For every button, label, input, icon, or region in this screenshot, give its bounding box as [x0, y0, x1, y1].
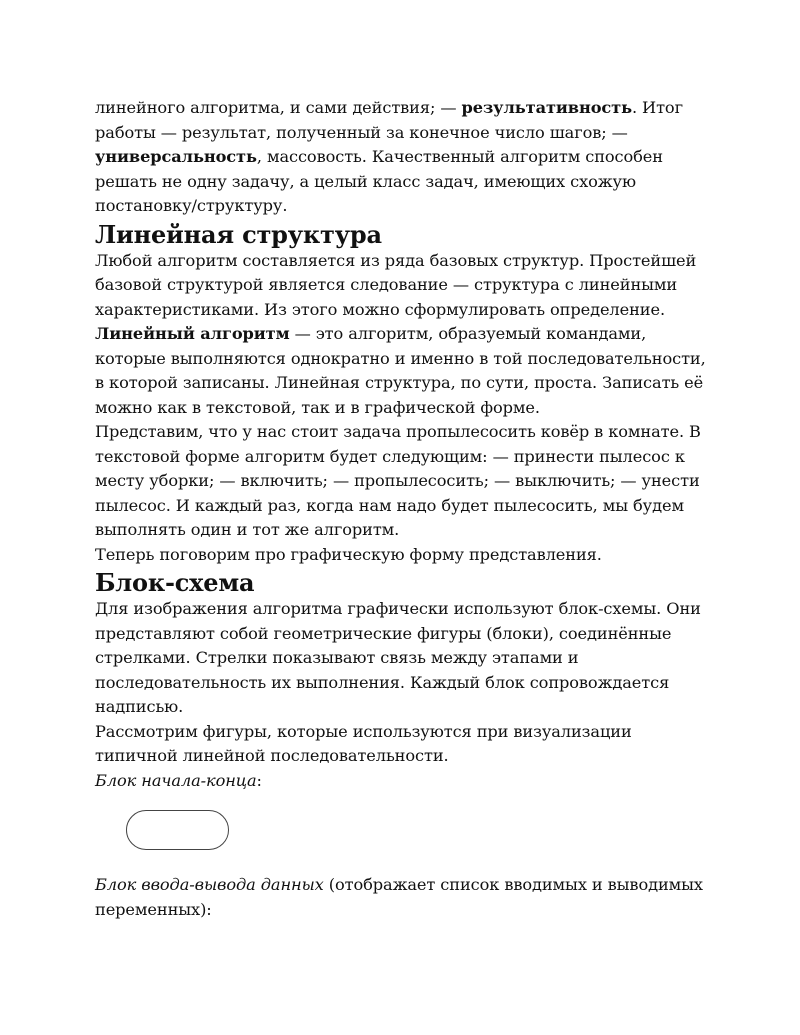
term-universality: универсальность [95, 147, 257, 166]
term-linear-algorithm: Линейный алгоритм [95, 324, 290, 343]
text-run: линейного алгоритма, и сами действия; — [95, 98, 462, 117]
text-run: : [256, 770, 262, 790]
term-effectiveness: результативность [461, 98, 632, 117]
figure-start-end [95, 793, 710, 873]
paragraph-flowchart-intro: Для изображения алгоритма графически используют блок-схемы. Они представляют собой геометрические фигуры (блоки), соединённые стрелками. Стрелки показывают связь между этапами и последовательность их выполнения. Каждый блок сопровождается надписью. [95, 599, 701, 716]
text-run: . Итог работы — результат, полученный за конечное число шагов; — [95, 98, 683, 142]
paragraph-io-block [95, 873, 710, 922]
heading-flowchart: Блок-схема [95, 568, 255, 597]
text-run: , массовость. Качественный алгоритм способен решать не одну задачу, а целый класс задач, имеющих схожую постановку/структуру. [95, 147, 663, 215]
text-run: — это алгоритм, образуемый командами, которые выполняются однократно и именно в той последовательности, в которой записаны. Линейная структура, по сути, проста. Записать её можно как в текстовой, так и в графической форме. [95, 324, 706, 417]
paragraph-graphic-form: Теперь поговорим про графическую форму представления. [95, 544, 602, 564]
paragraph-linear-definition [95, 322, 710, 420]
paragraph-algorithm-properties [95, 96, 710, 219]
label-start-end-block: Блок начала-конца [95, 770, 257, 790]
paragraph-shapes-intro: Рассмотрим фигуры, которые используются при визуализации типичной линейной последовательности. [95, 721, 632, 765]
paragraph-start-end-block [95, 769, 710, 794]
label-io-block: Блок ввода-вывода данных [95, 875, 324, 894]
heading-linear-structure: Линейная структура [95, 219, 382, 249]
text-run: (отображает список вводимых и выводимых переменных): [95, 875, 703, 919]
paragraph-vacuum-example: Представим, что у нас стоит задача пропылесосить ковёр в комнате. В текстовой форме алгоритм будет следующим: — принести пылесос к месту уборки; — включить; — пропылесосить; — выключить; — унести пылесос. И каждый раз, когда нам надо будет пылесосить, мы будем выполнять один и тот же алгоритм. [95, 422, 701, 539]
terminator-shape [126, 810, 229, 850]
paragraph-basic-structures: Любой алгоритм составляется из ряда базовых структур. Простейшей базовой структурой является следование — структура с линейными характеристиками. Из этого можно сформулировать определение. [95, 250, 697, 319]
